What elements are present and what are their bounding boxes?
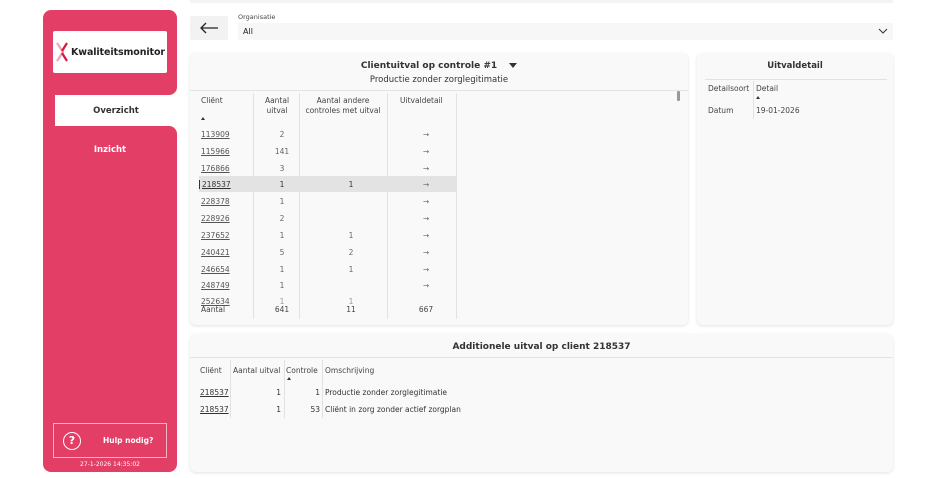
- aantal-value: 2: [279, 214, 285, 223]
- aantal-value: 1: [279, 180, 285, 189]
- arrow-right-icon[interactable]: →: [422, 248, 430, 257]
- andere-value: 2: [348, 248, 354, 257]
- col-header-andere[interactable]: [300, 96, 386, 116]
- col-header-aantal-line2: uitval: [266, 106, 288, 115]
- table-row[interactable]: [199, 244, 457, 260]
- sidebar-item-overzicht[interactable]: Overzicht: [55, 96, 177, 126]
- logo-text: Kwaliteitsmonitor: [71, 46, 165, 58]
- client-link[interactable]: 228378: [201, 197, 230, 206]
- omschrijving-value: Cliënt in zorg zonder actief zorgplan: [325, 405, 461, 414]
- help-label: Hulp nodig?: [103, 436, 154, 445]
- arrow-right-icon[interactable]: →: [422, 281, 430, 290]
- aantal-value: 1: [279, 297, 285, 306]
- arrow-right-icon[interactable]: →: [422, 130, 430, 139]
- controle-value: 53: [310, 405, 320, 414]
- detail-divider: [705, 79, 887, 80]
- footer-label: Aantal: [201, 305, 226, 314]
- omschrijving-value: Productie zonder zorglegitimatie: [325, 388, 448, 397]
- col-header-aantal-line1: Aantal: [264, 96, 290, 105]
- client-link[interactable]: 176866: [201, 164, 230, 173]
- col-header-client[interactable]: Cliënt: [201, 96, 223, 105]
- arrow-right-icon[interactable]: →: [422, 197, 430, 206]
- col-header-aantal[interactable]: [262, 96, 292, 116]
- main-subtitle: Productie zonder zorglegitimatie: [369, 75, 509, 85]
- aantal-value: 1: [279, 265, 285, 274]
- aantal-value: 3: [279, 164, 285, 173]
- col-header-andere-line1: Aantal andere: [316, 96, 370, 105]
- client-link[interactable]: 113909: [201, 130, 230, 139]
- client-link[interactable]: 252634: [201, 297, 230, 306]
- sidebar-strip: [43, 90, 55, 130]
- table-row-selected[interactable]: [199, 176, 457, 192]
- arrow-right-icon[interactable]: →: [422, 180, 430, 189]
- help-button[interactable]: [53, 423, 167, 458]
- aantal-value: 1: [276, 388, 281, 397]
- andere-value: 1: [348, 180, 354, 189]
- uitvaldetail-card: [697, 53, 893, 325]
- aantal-value: 1: [279, 231, 285, 240]
- footer-aantal: 641: [274, 305, 290, 314]
- additionele-uitval-card: [190, 334, 893, 472]
- main-title-text: Clientuitval op controle #1: [360, 61, 498, 71]
- controle-value: 1: [315, 388, 320, 397]
- client-link[interactable]: 240421: [201, 248, 230, 257]
- vertical-scrollbar[interactable]: [677, 91, 680, 101]
- column-divider: [230, 360, 231, 418]
- col-header-controle[interactable]: Controle: [286, 366, 318, 375]
- arrow-left-icon: [199, 22, 219, 34]
- organisation-dropdown[interactable]: [238, 23, 893, 40]
- table-row[interactable]: [199, 193, 457, 209]
- andere-value: 1: [348, 231, 354, 240]
- sidebar: [43, 10, 177, 472]
- client-link[interactable]: 237652: [201, 231, 230, 240]
- caret-down-icon[interactable]: [509, 63, 517, 68]
- col-header-uitvaldetail[interactable]: Uitvaldetail: [400, 96, 443, 105]
- detail-row-soort: Datum: [708, 106, 734, 115]
- detail-title: Uitvaldetail: [767, 61, 823, 71]
- client-link[interactable]: 218537: [200, 388, 229, 397]
- header-divider: [190, 90, 688, 91]
- table-row[interactable]: [199, 126, 457, 142]
- sort-ascending-icon: [287, 377, 291, 380]
- header-divider: [190, 357, 893, 358]
- client-link[interactable]: 246654: [201, 265, 230, 274]
- sidebar-item-inzicht[interactable]: Inzicht: [93, 145, 127, 155]
- footer-detail: 667: [418, 305, 434, 314]
- table-row[interactable]: [199, 210, 457, 226]
- detail-row-value: 19-01-2026: [756, 106, 800, 115]
- aantal-value: 5: [279, 248, 285, 257]
- col-header-omschrijving[interactable]: Omschrijving: [325, 366, 375, 375]
- partial-table-row[interactable]: [199, 297, 457, 306]
- client-link[interactable]: 228926: [201, 214, 230, 223]
- chevron-down-icon: [878, 27, 888, 35]
- table-row[interactable]: [199, 277, 457, 293]
- col-header-detail[interactable]: Detail: [756, 84, 779, 93]
- aantal-value: 1: [276, 405, 281, 414]
- col-header-aantal-uitval[interactable]: Aantal uitval: [233, 366, 281, 375]
- aantal-value: 1: [279, 281, 285, 290]
- logo: [53, 31, 167, 73]
- timestamp: 27-1-2026 14:35:02: [80, 461, 140, 468]
- logo-x-icon: [55, 42, 69, 62]
- column-divider: [322, 360, 323, 418]
- col-header-client[interactable]: Cliënt: [200, 366, 222, 375]
- aantal-value: 141: [274, 147, 290, 156]
- client-link[interactable]: 115966: [201, 147, 230, 156]
- client-link[interactable]: 218537: [199, 180, 231, 189]
- sort-ascending-icon: [201, 117, 205, 120]
- arrow-right-icon[interactable]: →: [422, 265, 430, 274]
- column-divider: [753, 81, 754, 119]
- aantal-value: 2: [279, 130, 285, 139]
- table-row[interactable]: [199, 143, 457, 159]
- back-button[interactable]: [190, 16, 228, 40]
- sidebar-bottom: [43, 126, 177, 472]
- main-title[interactable]: [190, 61, 688, 71]
- organisation-label: Organisatie: [238, 13, 276, 21]
- arrow-right-icon[interactable]: →: [422, 231, 430, 240]
- table-row[interactable]: [199, 160, 457, 176]
- col-header-andere-line2: controles met uitval: [305, 106, 381, 115]
- col-header-detailsoort[interactable]: Detailsoort: [708, 84, 750, 93]
- aantal-value: 1: [279, 197, 285, 206]
- organisation-value: All: [243, 27, 253, 36]
- arrow-right-icon[interactable]: →: [422, 214, 430, 223]
- client-link[interactable]: 248749: [201, 281, 230, 290]
- arrow-right-icon[interactable]: →: [422, 147, 430, 156]
- column-divider: [284, 360, 285, 418]
- client-uitval-card: [190, 53, 688, 325]
- sort-ascending-icon: [756, 96, 760, 99]
- andere-value: 1: [348, 265, 354, 274]
- andere-value: 1: [348, 297, 354, 306]
- top-divider: [190, 0, 893, 3]
- footer-andere: 11: [346, 305, 356, 314]
- table-row[interactable]: [199, 261, 457, 277]
- client-link[interactable]: 218537: [200, 405, 229, 414]
- table-row[interactable]: [199, 227, 457, 243]
- question-icon: ?: [63, 432, 81, 450]
- arrow-right-icon[interactable]: →: [422, 164, 430, 173]
- additional-title: Additionele uitval op client 218537: [452, 342, 631, 352]
